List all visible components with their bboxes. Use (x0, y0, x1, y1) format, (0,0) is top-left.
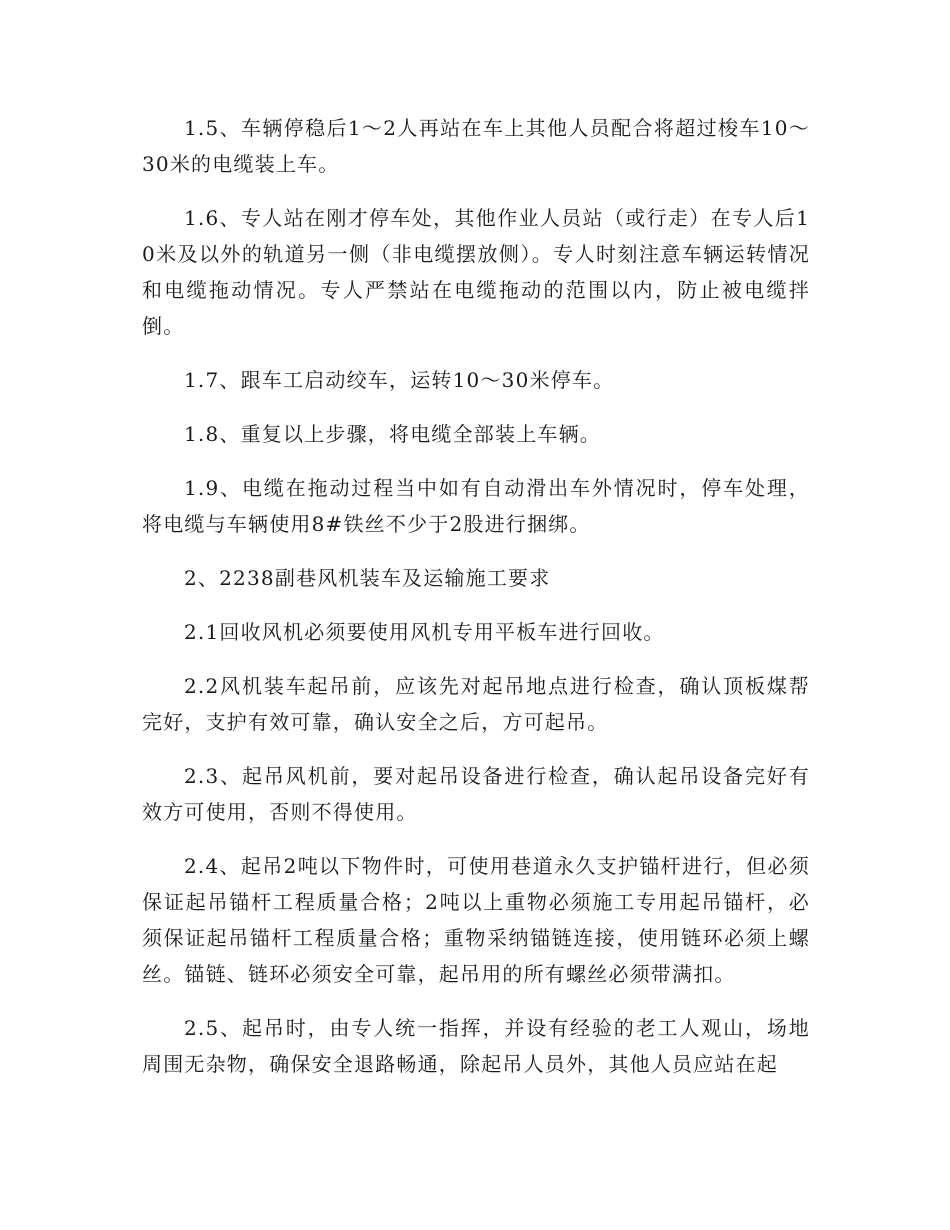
paragraph-2-2: 2.2风机装车起吊前，应该先对起吊地点进行检查，确认顶板煤帮完好，支护有效可靠，确认安全之后，方可起吊。 (142, 674, 810, 734)
document-body (142, 110, 810, 1100)
paragraph-1-8: 1.8、重复以上步骤，将电缆全部装上车辆。 (184, 422, 602, 446)
paragraph-2-5: 2.5、起吊时，由专人统一指挥，并设有经验的老工人观山，场地周围无杂物，确保安全退路畅通，除起吊人员外，其他人员应站在起 (142, 1016, 810, 1076)
paragraph-1-7: 1.7、跟车工启动绞车，运转10～30米停车。 (184, 368, 615, 392)
section-heading-2: 2、2238副巷风机装车及运输施工要求 (184, 566, 551, 590)
paragraph-2-4: 2.4、起吊2吨以下物件时，可使用巷道永久支护锚杆进行，但必须保证起吊锚杆工程质量合格；2吨以上重物必须施工专用起吊锚杆，必须保证起吊锚杆工程质量合格；重物采纳锚链连接，使用链环必须上螺丝。锚链、链环必须安全可靠，起吊用的所有螺丝必须带满扣。 (142, 854, 810, 986)
paragraph-1-9: 1.9、电缆在拖动过程当中如有自动滑出车外情况时，停车处理，将电缆与车辆使用8#铁丝不少于2股进行捆绑。 (142, 476, 810, 536)
paragraph-2-3: 2.3、起吊风机前，要对起吊设备进行检查，确认起吊设备完好有效方可使用，否则不得使用。 (142, 764, 810, 824)
paragraph-2-1: 2.1回收风机必须要使用风机专用平板车进行回收。 (184, 620, 665, 644)
paragraph-1-5: 1.5、车辆停稳后1～2人再站在车上其他人员配合将超过梭车10～30米的电缆装上车。 (142, 116, 810, 176)
paragraph-1-6: 1.6、专人站在刚才停车处，其他作业人员站（或行走）在专人后10米及以外的轨道另一侧（非电缆摆放侧）。专人时刻注意车辆运转情况和电缆拖动情况。专人严禁站在电缆拖动的范围以内，防止被电缆拌倒。 (142, 206, 810, 338)
